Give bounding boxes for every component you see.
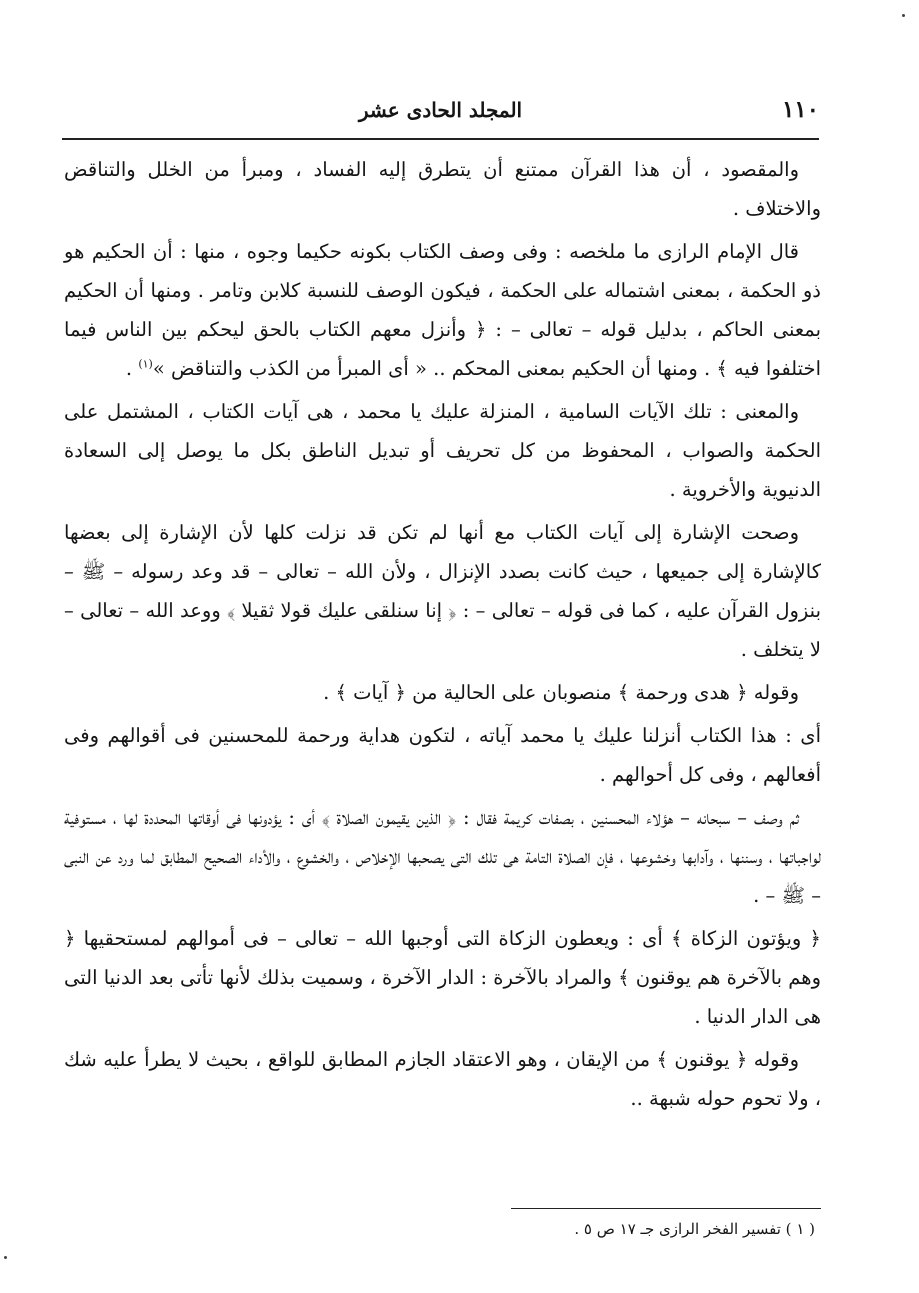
page-number: ١١٠ [781, 96, 819, 123]
footnote-divider [511, 1208, 821, 1209]
paragraph-4: وصحت الإشارة إلى آيات الكتاب مع أنها لم تكن قد نزلت كلها لأن الإشارة إلى بعضها كالإشارة إلى جميعها ، حيث كانت بصدد الإنزال ، ولأن الله – تعالى – قد وعد رسوله – ﷺ – بنزول القرآن عليه ، كما فى قوله – تعالى – : ﴿ إنا سنلقى عليك قولا ثقيلا ﴾ ووعد الله – تعالى – لا يتخلف . [64, 521, 821, 661]
footnote-marker: (١) [138, 357, 153, 371]
page-header [62, 96, 819, 132]
paragraph-2 [64, 232, 821, 388]
paragraph-9: وقوله ﴿ يوقنون ﴾ من الإيقان ، وهو الاعتقاد الجازم المطابق للواقع ، بحيث لا يطرأ عليه شك ، ولا تحوم حوله شبهة .. [64, 1048, 821, 1110]
paragraph-7: ثم وصف – سبحانه – هؤلاء المحسنين ، بصفات كريمة فقال : ﴿ الذين يقيمون الصلاة ﴾ أى : يؤدونها فى أوقاتها المحددة لها ، مستوفية لواجباتها ، وسننها ، وآدابها وخشوعها ، فإن الصلاة التامة هى تلك التى يصحبها الإخلاص ، والخشوع ، والأداء الصحيح المطابق لما ورد عن النبى – ﷺ – . [64, 806, 821, 907]
volume-title: المجلد الحادى عشر [358, 98, 523, 122]
paragraph-3: والمعنى : تلك الآيات السامية ، المنزلة عليك يا محمد ، هى آيات الكتاب ، المشتمل على الحكمة والصواب ، المحفوظ من كل تحريف أو تبديل الناطق بكل ما يوصل إلى السعادة الدنيوية والأخروية . [64, 400, 821, 501]
scan-speck [902, 14, 905, 17]
header-divider [62, 138, 819, 140]
scan-speck [4, 1256, 7, 1259]
paragraph-2-text: قال الإمام الرازى ما ملخصه : وفى وصف الكتاب بكونه حكيما وجوه ، منها : أن الحكيم هو ذو الحكمة ، بمعنى اشتماله على الحكمة ، فيكون الوصف للنسبة كلابن وتامر . ومنها أن الحكيم بمعنى الحاكم ، بدليل قوله – تعالى – : ﴿ وأنزل معهم الكتاب بالحق ليحكم بين الناس فيما اختلفوا فيه ﴾ . ومنها أن الحكيم بمعنى المحكم .. « أى المبرأ من الكذب والتناقض » [64, 240, 821, 380]
paragraph-8: ﴿ ويؤتون الزكاة ﴾ أى : ويعطون الزكاة التى أوجبها الله – تعالى – فى أموالهم لمستحقيها ﴿ وهم بالآخرة هم يوقنون ﴾ والمراد بالآخرة : الدار الآخرة ، وسميت بذلك لأنها تأتى بعد الدنيا التى هى الدار الدنيا . [64, 927, 821, 1028]
footnote: ( ١ ) تفسير الفخر الرازى جـ ١٧ ص ٥ . [574, 1220, 815, 1238]
paragraph-5: وقوله ﴿ هدى ورحمة ﴾ منصوبان على الحالية من ﴿ آيات ﴾ . [323, 681, 799, 704]
paragraph-2-end: . [125, 357, 139, 380]
main-text [64, 150, 821, 1122]
paragraph-1: والمقصود ، أن هذا القرآن ممتنع أن يتطرق إليه الفساد ، ومبرأ من الخلل والتناقض والاختلاف . [64, 158, 821, 220]
paragraph-6: أى : هذا الكتاب أنزلنا عليك يا محمد آياته ، لتكون هداية ورحمة للمحسنين فى أقوالهم وفى أفعالهم ، وفى كل أحوالهم . [64, 724, 821, 786]
